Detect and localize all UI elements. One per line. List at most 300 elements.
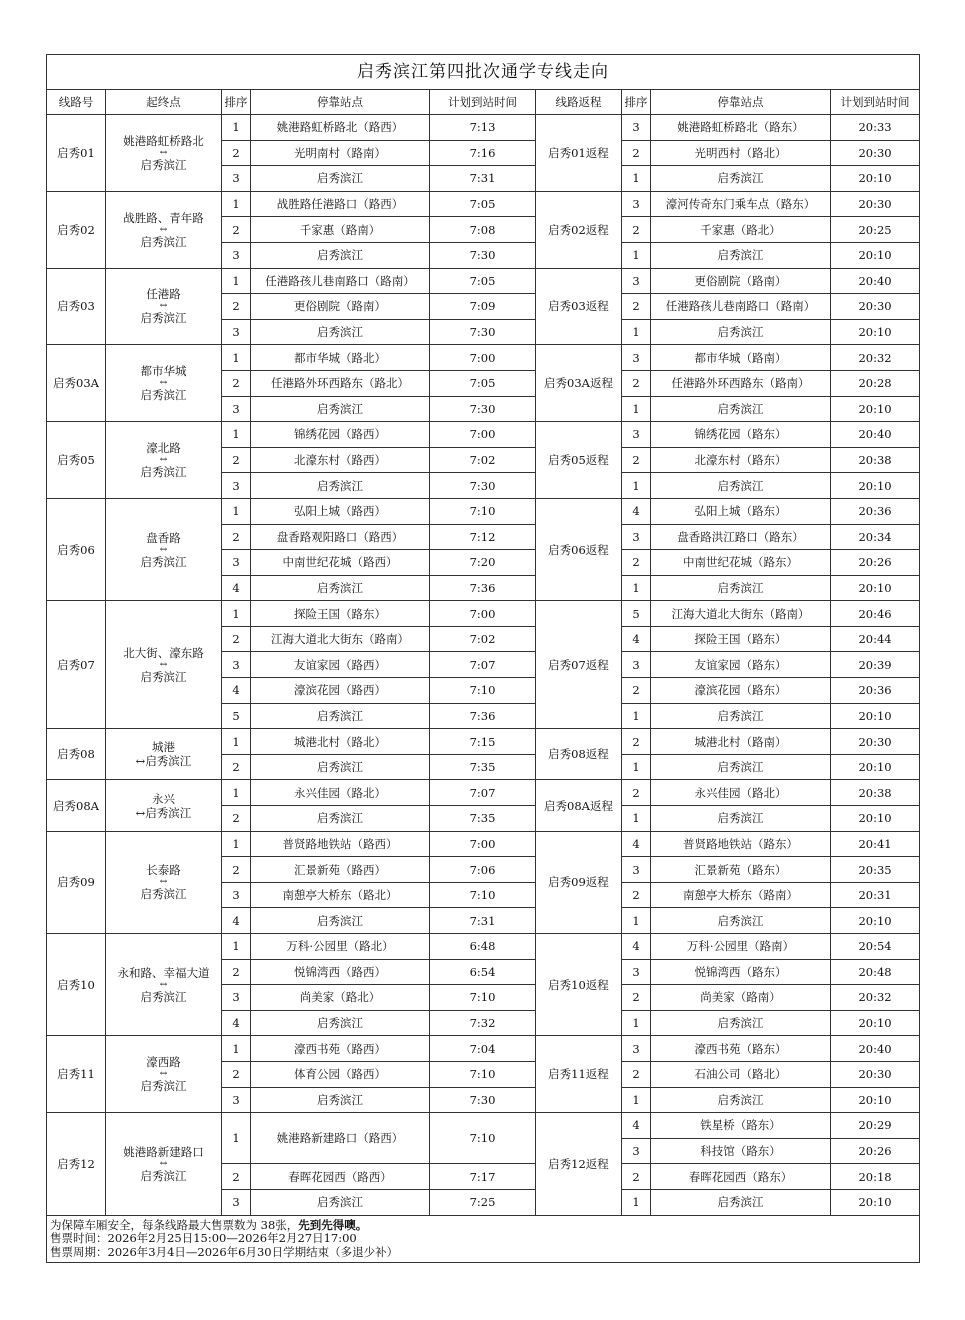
- stop-name: 启秀滨江: [251, 242, 430, 268]
- arrival-time: 7:31: [430, 908, 536, 934]
- return-stop-name: 北濠东村（路东）: [651, 447, 831, 473]
- stop-name: 盘香路观阳路口（路西）: [251, 524, 430, 550]
- return-arrival-time: 20:48: [831, 959, 920, 985]
- route-origin: 濠西路: [146, 1055, 181, 1070]
- route-endpoints: [106, 729, 222, 780]
- arrow-icon: ↔: [159, 1158, 168, 1169]
- stop-name: 任港路孩儿巷南路口（路南）: [251, 268, 430, 294]
- stop-name: 启秀滨江: [251, 703, 430, 729]
- route-id: 启秀07: [47, 601, 106, 729]
- note-capacity: [50, 1219, 915, 1233]
- return-arrival-time: 20:30: [831, 729, 920, 755]
- stop-order: 5: [222, 703, 251, 729]
- return-arrival-time: 20:30: [831, 191, 920, 217]
- arrival-time: 7:36: [430, 575, 536, 601]
- return-stop-order: 3: [622, 652, 651, 678]
- return-stop-order: 3: [622, 1138, 651, 1164]
- route-endpoints: [106, 345, 222, 422]
- arrival-time: 7:36: [430, 703, 536, 729]
- arrow-icon: ↔: [159, 1069, 168, 1080]
- stop-name: 锦绣花园（路西）: [251, 422, 430, 448]
- route-destination: 启秀滨江: [140, 388, 187, 403]
- stop-order: 2: [222, 217, 251, 243]
- return-stop-order: 1: [622, 754, 651, 780]
- return-stop-order: 4: [622, 498, 651, 524]
- stop-name: 弘阳上城（路西）: [251, 498, 430, 524]
- return-route: 启秀01返程: [536, 115, 622, 192]
- table-row: [47, 1113, 920, 1139]
- arrow-icon: ↔: [159, 544, 168, 555]
- stop-order: 1: [222, 115, 251, 141]
- arrival-time: 7:30: [430, 396, 536, 422]
- stop-name: 悦锦湾西（路西）: [251, 959, 430, 985]
- stop-name: 友谊家园（路西）: [251, 652, 430, 678]
- return-route: 启秀08A返程: [536, 780, 622, 831]
- return-stop-name: 任港路外环西路东（路南）: [651, 370, 831, 396]
- return-arrival-time: 20:38: [831, 447, 920, 473]
- return-stop-order: 4: [622, 934, 651, 960]
- return-stop-order: 1: [622, 473, 651, 499]
- arrow-icon: ↔: [159, 979, 168, 990]
- stop-name: 城港北村（路北）: [251, 729, 430, 755]
- return-arrival-time: 20:40: [831, 268, 920, 294]
- stop-name: 启秀滨江: [251, 319, 430, 345]
- stop-name: 启秀滨江: [251, 908, 430, 934]
- return-stop-order: 1: [622, 319, 651, 345]
- return-stop-order: 3: [622, 422, 651, 448]
- stop-name: 春晖花园西（路西）: [251, 1164, 430, 1190]
- return-route: 启秀12返程: [536, 1113, 622, 1215]
- return-stop-name: 锦绣花园（路东）: [651, 422, 831, 448]
- route-id: 启秀01: [47, 115, 106, 192]
- return-stop-order: 3: [622, 1036, 651, 1062]
- return-stop-order: 2: [622, 678, 651, 704]
- schedule-table: [46, 54, 920, 1263]
- return-stop-name: 任港路孩儿巷南路口（路南）: [651, 294, 831, 320]
- route-id: 启秀06: [47, 498, 106, 600]
- arrival-time: 7:08: [430, 217, 536, 243]
- return-arrival-time: 20:36: [831, 498, 920, 524]
- bus-schedule-document: [46, 54, 919, 1263]
- stop-order: 2: [222, 140, 251, 166]
- stop-order: 1: [222, 422, 251, 448]
- arrival-time: 7:13: [430, 115, 536, 141]
- stop-name: 姚港路虹桥路北（路西）: [251, 115, 430, 141]
- return-arrival-time: 20:10: [831, 703, 920, 729]
- column-header: 排序: [222, 90, 251, 115]
- return-stop-name: 江海大道北大街东（路南）: [651, 601, 831, 627]
- stop-order: 3: [222, 473, 251, 499]
- return-stop-order: 1: [622, 242, 651, 268]
- return-stop-order: 2: [622, 447, 651, 473]
- route-destination: 启秀滨江: [140, 1079, 187, 1094]
- return-stop-name: 南憩亭大桥东（路南）: [651, 882, 831, 908]
- stop-order: 4: [222, 678, 251, 704]
- stop-name: 普贤路地铁站（路西）: [251, 831, 430, 857]
- return-route: 启秀08返程: [536, 729, 622, 780]
- stop-order: 3: [222, 550, 251, 576]
- return-arrival-time: 20:10: [831, 473, 920, 499]
- column-header: 起终点: [106, 90, 222, 115]
- arrival-time: 7:15: [430, 729, 536, 755]
- return-arrival-time: 20:40: [831, 422, 920, 448]
- route-origin: 姚港路虹桥路北: [123, 133, 204, 148]
- return-stop-name: 更俗剧院（路南）: [651, 268, 831, 294]
- table-row: [47, 422, 920, 448]
- stop-name: 南憩亭大桥东（路北）: [251, 882, 430, 908]
- route-endpoints: [106, 115, 222, 192]
- stop-order: 1: [222, 1036, 251, 1062]
- stop-order: 4: [222, 1010, 251, 1036]
- table-row: [47, 191, 920, 217]
- stop-name: 江海大道北大街东（路南）: [251, 626, 430, 652]
- arrival-time: 7:00: [430, 422, 536, 448]
- stop-name: 中南世纪花城（路西）: [251, 550, 430, 576]
- return-stop-order: 2: [622, 217, 651, 243]
- route-origin: 长泰路: [146, 863, 181, 878]
- return-arrival-time: 20:35: [831, 857, 920, 883]
- return-arrival-time: 20:31: [831, 882, 920, 908]
- return-route: 启秀11返程: [536, 1036, 622, 1113]
- stop-name: 启秀滨江: [251, 1189, 430, 1215]
- table-row: [47, 831, 920, 857]
- return-route: 启秀02返程: [536, 191, 622, 268]
- route-endpoints: [106, 1036, 222, 1113]
- return-stop-order: 2: [622, 140, 651, 166]
- route-destination: 启秀滨江: [145, 805, 192, 820]
- return-stop-name: 启秀滨江: [651, 473, 831, 499]
- route-id: 启秀03A: [47, 345, 106, 422]
- arrival-time: 7:10: [430, 678, 536, 704]
- return-arrival-time: 20:46: [831, 601, 920, 627]
- return-arrival-time: 20:29: [831, 1113, 920, 1139]
- stop-name: 尚美家（路北）: [251, 985, 430, 1011]
- stop-order: 3: [222, 1087, 251, 1113]
- route-destination: 启秀滨江: [140, 311, 187, 326]
- route-endpoints: [106, 422, 222, 499]
- note-capacity-emphasis: 先到先得噢。: [298, 1217, 368, 1232]
- route-origin: 战胜路、青年路: [123, 210, 204, 225]
- stop-order: 1: [222, 345, 251, 371]
- arrival-time: 7:10: [430, 985, 536, 1011]
- table-row: [47, 115, 920, 141]
- stop-name: 启秀滨江: [251, 1087, 430, 1113]
- return-stop-order: 2: [622, 1164, 651, 1190]
- schedule-body: [47, 115, 920, 1216]
- return-stop-name: 启秀滨江: [651, 166, 831, 192]
- stop-name: 汇景新苑（路西）: [251, 857, 430, 883]
- stop-order: 3: [222, 882, 251, 908]
- route-destination: 启秀滨江: [140, 465, 187, 480]
- return-stop-name: 启秀滨江: [651, 703, 831, 729]
- return-arrival-time: 20:44: [831, 626, 920, 652]
- table-row: [47, 601, 920, 627]
- return-arrival-time: 20:26: [831, 1138, 920, 1164]
- route-origin: 任港路: [146, 287, 181, 302]
- return-stop-order: 1: [622, 1010, 651, 1036]
- stop-order: 3: [222, 396, 251, 422]
- route-origin: 姚港路新建路口: [123, 1144, 204, 1159]
- arrival-time: 6:48: [430, 934, 536, 960]
- route-destination: 启秀滨江: [140, 1168, 187, 1183]
- stop-order: 3: [222, 985, 251, 1011]
- arrival-time: 6:54: [430, 959, 536, 985]
- arrival-time: 7:02: [430, 626, 536, 652]
- return-stop-name: 启秀滨江: [651, 319, 831, 345]
- stop-name: 都市华城（路北）: [251, 345, 430, 371]
- arrival-time: 7:30: [430, 242, 536, 268]
- arrival-time: 7:00: [430, 831, 536, 857]
- return-arrival-time: 20:10: [831, 575, 920, 601]
- return-stop-name: 都市华城（路南）: [651, 345, 831, 371]
- return-stop-order: 4: [622, 1113, 651, 1139]
- stop-name: 濠西书苑（路西）: [251, 1036, 430, 1062]
- stop-order: 3: [222, 166, 251, 192]
- arrival-time: 7:05: [430, 191, 536, 217]
- stop-name: 永兴佳园（路北）: [251, 780, 430, 806]
- return-stop-name: 启秀滨江: [651, 575, 831, 601]
- route-id: 启秀10: [47, 934, 106, 1036]
- stop-order: 1: [222, 1113, 251, 1164]
- notes-block: [47, 1215, 920, 1263]
- column-header: 排序: [622, 90, 651, 115]
- stop-order: 4: [222, 575, 251, 601]
- return-arrival-time: 20:36: [831, 678, 920, 704]
- return-stop-order: 3: [622, 191, 651, 217]
- stop-order: 3: [222, 319, 251, 345]
- arrival-time: 7:30: [430, 473, 536, 499]
- return-stop-name: 科技馆（路东）: [651, 1138, 831, 1164]
- stop-name: 万科·公园里（路北）: [251, 934, 430, 960]
- arrival-time: 7:10: [430, 1061, 536, 1087]
- route-origin: 北大街、濠东路: [123, 645, 204, 660]
- stop-order: 1: [222, 601, 251, 627]
- route-endpoints: [106, 1113, 222, 1215]
- return-route: 启秀03返程: [536, 268, 622, 345]
- stop-name: 启秀滨江: [251, 473, 430, 499]
- note-capacity-text: 为保障车厢安全，每条线路最大售票数为 38张，: [50, 1217, 299, 1232]
- table-row: [47, 268, 920, 294]
- note-sale-time: 售票时间：2026年2月25日15:00—2026年2月27日17:00: [50, 1231, 357, 1246]
- table-row: [47, 729, 920, 755]
- route-id: 启秀09: [47, 831, 106, 933]
- arrival-time: 7:20: [430, 550, 536, 576]
- table-row: [47, 934, 920, 960]
- return-stop-order: 2: [622, 985, 651, 1011]
- stop-order: 1: [222, 498, 251, 524]
- return-stop-name: 光明西村（路北）: [651, 140, 831, 166]
- route-destination: 启秀滨江: [145, 754, 192, 769]
- return-arrival-time: 20:25: [831, 217, 920, 243]
- return-arrival-time: 20:30: [831, 1061, 920, 1087]
- return-arrival-time: 20:10: [831, 319, 920, 345]
- return-arrival-time: 20:40: [831, 1036, 920, 1062]
- return-stop-order: 3: [622, 115, 651, 141]
- stop-order: 2: [222, 959, 251, 985]
- arrow-icon: ↔: [135, 805, 146, 820]
- route-destination: 启秀滨江: [140, 157, 187, 172]
- stop-name: 探险王国（路东）: [251, 601, 430, 627]
- route-destination: 启秀滨江: [140, 234, 187, 249]
- return-arrival-time: 20:10: [831, 908, 920, 934]
- route-id: 启秀08A: [47, 780, 106, 831]
- stop-order: 2: [222, 754, 251, 780]
- route-destination-line: [108, 754, 219, 768]
- return-arrival-time: 20:10: [831, 396, 920, 422]
- return-arrival-time: 20:39: [831, 652, 920, 678]
- stop-order: 3: [222, 652, 251, 678]
- stop-order: 1: [222, 934, 251, 960]
- return-arrival-time: 20:33: [831, 115, 920, 141]
- route-origin: 都市华城: [140, 364, 187, 379]
- stop-name: 任港路外环西路东（路北）: [251, 370, 430, 396]
- stop-name: 启秀滨江: [251, 575, 430, 601]
- return-arrival-time: 20:10: [831, 1010, 920, 1036]
- return-stop-order: 2: [622, 780, 651, 806]
- arrow-icon: ↔: [159, 455, 168, 466]
- return-stop-name: 濠滨花园（路东）: [651, 678, 831, 704]
- arrival-time: 7:05: [430, 268, 536, 294]
- arrival-time: 7:04: [430, 1036, 536, 1062]
- return-arrival-time: 20:30: [831, 140, 920, 166]
- return-route: 启秀03A返程: [536, 345, 622, 422]
- return-stop-order: 4: [622, 626, 651, 652]
- stop-name: 北濠东村（路西）: [251, 447, 430, 473]
- stop-order: 4: [222, 908, 251, 934]
- return-arrival-time: 20:18: [831, 1164, 920, 1190]
- stop-order: 3: [222, 1189, 251, 1215]
- stop-order: 1: [222, 729, 251, 755]
- stop-name: 体育公园（路西）: [251, 1061, 430, 1087]
- return-stop-name: 启秀滨江: [651, 1189, 831, 1215]
- return-stop-name: 春晖花园西（路东）: [651, 1164, 831, 1190]
- arrival-time: 7:31: [430, 166, 536, 192]
- return-stop-order: 1: [622, 166, 651, 192]
- return-stop-name: 永兴佳园（路北）: [651, 780, 831, 806]
- arrow-icon: ↔: [159, 659, 168, 670]
- stop-order: 2: [222, 626, 251, 652]
- return-stop-name: 千家惠（路北）: [651, 217, 831, 243]
- stop-order: 2: [222, 806, 251, 832]
- return-stop-name: 石油公司（路北）: [651, 1061, 831, 1087]
- route-endpoints: [106, 831, 222, 933]
- return-arrival-time: 20:10: [831, 242, 920, 268]
- return-stop-name: 万科·公园里（路南）: [651, 934, 831, 960]
- arrival-time: 7:12: [430, 524, 536, 550]
- return-stop-name: 濠西书苑（路东）: [651, 1036, 831, 1062]
- arrow-icon: ↔: [159, 301, 168, 312]
- column-header: 停靠站点: [251, 90, 430, 115]
- return-stop-name: 启秀滨江: [651, 754, 831, 780]
- return-stop-name: 悦锦湾西（路东）: [651, 959, 831, 985]
- return-arrival-time: 20:10: [831, 1189, 920, 1215]
- stop-order: 1: [222, 780, 251, 806]
- return-stop-name: 弘阳上城（路东）: [651, 498, 831, 524]
- return-stop-order: 1: [622, 396, 651, 422]
- return-stop-name: 姚港路虹桥路北（路东）: [651, 115, 831, 141]
- route-origin: 城港: [152, 740, 175, 755]
- stop-name: 姚港路新建路口（路西）: [251, 1113, 430, 1164]
- return-stop-name: 启秀滨江: [651, 1087, 831, 1113]
- stop-name: 战胜路任港路口（路西）: [251, 191, 430, 217]
- table-row: [47, 498, 920, 524]
- arrival-time: 7:17: [430, 1164, 536, 1190]
- arrival-time: 7:05: [430, 370, 536, 396]
- return-stop-order: 4: [622, 831, 651, 857]
- table-row: [47, 345, 920, 371]
- stop-order: 2: [222, 857, 251, 883]
- table-row: [47, 1036, 920, 1062]
- return-stop-name: 濠河传奇东门乘车点（路东）: [651, 191, 831, 217]
- stop-order: 2: [222, 294, 251, 320]
- return-stop-order: 3: [622, 268, 651, 294]
- return-arrival-time: 20:10: [831, 1087, 920, 1113]
- return-stop-name: 铁星桥（路东）: [651, 1113, 831, 1139]
- route-id: 启秀02: [47, 191, 106, 268]
- stop-name: 千家惠（路南）: [251, 217, 430, 243]
- table-row: [47, 780, 920, 806]
- return-stop-order: 2: [622, 550, 651, 576]
- return-stop-order: 2: [622, 370, 651, 396]
- column-header: 停靠站点: [651, 90, 831, 115]
- stop-order: 1: [222, 191, 251, 217]
- return-arrival-time: 20:10: [831, 806, 920, 832]
- route-endpoints: [106, 934, 222, 1036]
- arrival-time: 7:30: [430, 1087, 536, 1113]
- arrow-icon: ↔: [159, 378, 168, 389]
- arrival-time: 7:10: [430, 882, 536, 908]
- return-stop-name: 探险王国（路东）: [651, 626, 831, 652]
- route-id: 启秀08: [47, 729, 106, 780]
- stop-name: 光明南村（路南）: [251, 140, 430, 166]
- note-sale-period: 售票周期：2026年3月4日—2026年6月30日学期结束（多退少补）: [50, 1244, 399, 1259]
- return-arrival-time: 20:30: [831, 294, 920, 320]
- route-destination: 启秀滨江: [140, 887, 187, 902]
- route-endpoints: [106, 498, 222, 600]
- return-stop-name: 尚美家（路南）: [651, 985, 831, 1011]
- arrival-time: 7:07: [430, 652, 536, 678]
- column-header: 线路号: [47, 90, 106, 115]
- route-id: 启秀12: [47, 1113, 106, 1215]
- arrival-time: 7:35: [430, 806, 536, 832]
- stop-name: 启秀滨江: [251, 1010, 430, 1036]
- route-id: 启秀03: [47, 268, 106, 345]
- stop-order: 2: [222, 524, 251, 550]
- stop-order: 2: [222, 370, 251, 396]
- arrival-time: 7:00: [430, 345, 536, 371]
- arrow-icon: ↔: [159, 877, 168, 888]
- route-endpoints: [106, 601, 222, 729]
- return-route: 启秀07返程: [536, 601, 622, 729]
- return-stop-name: 友谊家园（路东）: [651, 652, 831, 678]
- arrival-time: 7:32: [430, 1010, 536, 1036]
- return-stop-name: 启秀滨江: [651, 242, 831, 268]
- stop-order: 1: [222, 268, 251, 294]
- arrival-time: 7:35: [430, 754, 536, 780]
- stop-name: 启秀滨江: [251, 754, 430, 780]
- stop-name: 濠滨花园（路西）: [251, 678, 430, 704]
- return-arrival-time: 20:32: [831, 345, 920, 371]
- return-stop-name: 中南世纪花城（路东）: [651, 550, 831, 576]
- page-title: 启秀滨江第四批次通学专线走向: [47, 55, 920, 90]
- stop-name: 更俗剧院（路南）: [251, 294, 430, 320]
- return-arrival-time: 20:10: [831, 166, 920, 192]
- return-stop-order: 2: [622, 1061, 651, 1087]
- return-arrival-time: 20:54: [831, 934, 920, 960]
- stop-order: 2: [222, 447, 251, 473]
- return-stop-order: 2: [622, 294, 651, 320]
- stop-order: 2: [222, 1164, 251, 1190]
